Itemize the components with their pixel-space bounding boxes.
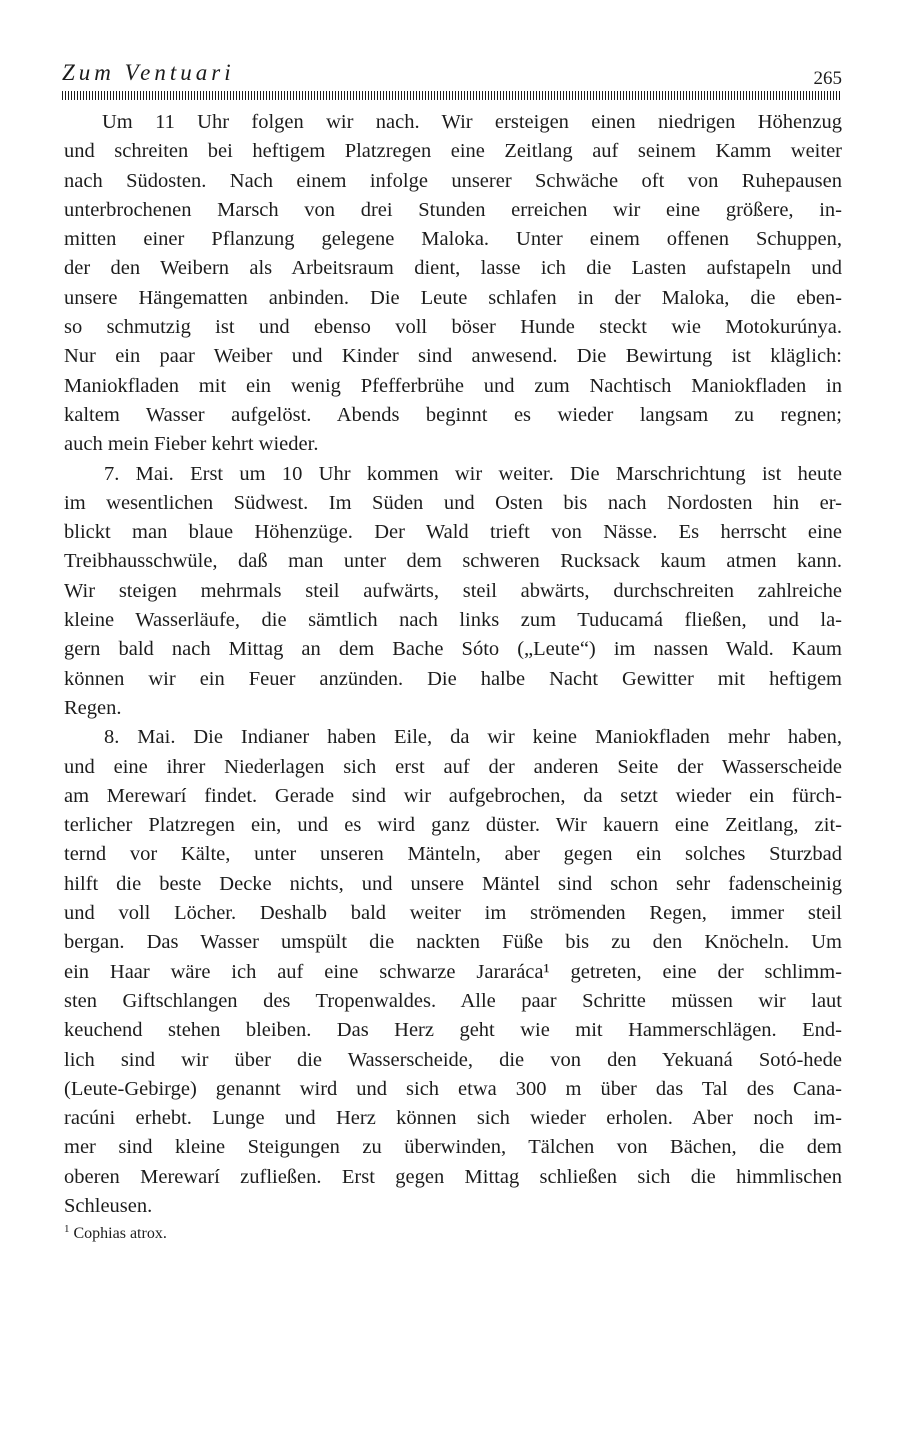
text-line: racúni erhebt. Lunge und Herz können sich wieder erholen. Aber noch im- <box>64 1107 842 1130</box>
text-line: lich sind wir über die Wasserscheide, die von den Yekuaná Sotó-hede <box>64 1048 842 1071</box>
text-line: auch mein Fieber kehrt wieder. <box>64 433 319 456</box>
paragraph <box>64 460 842 724</box>
text-line: bergan. Das Wasser umspült die nackten Füße bis zu den Knöcheln. Um <box>64 931 842 954</box>
text-line: so schmutzig ist und ebenso voll böser Hunde steckt wie Motokurúnya. <box>64 316 842 339</box>
header-rule <box>62 91 842 100</box>
text-line: keuchend stehen bleiben. Das Herz geht wie mit Hammerschlägen. End- <box>64 1019 842 1042</box>
body-text <box>64 108 842 1221</box>
text-line: Nur ein paar Weiber und Kinder sind anwesend. Die Bewirtung ist kläglich: <box>64 345 842 368</box>
text-line: Um 11 Uhr folgen wir nach. Wir ersteigen einen niedrigen Höhenzug <box>102 111 842 133</box>
text-line: ternd vor Kälte, unter unseren Mänteln, aber gegen ein solches Sturzbad <box>64 843 842 866</box>
footnote <box>64 1225 167 1243</box>
paragraph <box>64 108 842 460</box>
text-line: blickt man blaue Höhenzüge. Der Wald trieft von Nässe. Es herrscht eine <box>64 521 842 544</box>
text-line: terlicher Platzregen ein, und es wird ganz düster. Wir kauern eine Zeitlang, zit- <box>64 814 842 837</box>
text-line: kleine Wasserläufe, die sämtlich nach links zum Tuducamá fließen, und la- <box>64 609 842 632</box>
text-line: im wesentlichen Südwest. Im Süden und Osten bis nach Nordosten hin er- <box>64 491 842 514</box>
paragraph <box>64 723 842 1221</box>
text-line: Wir steigen mehrmals steil aufwärts, steil abwärts, durchschreiten zahlreiche <box>64 579 842 602</box>
text-line: oberen Merewarí zufließen. Erst gegen Mittag schließen sich die himmlischen <box>64 1165 842 1188</box>
text-line: hilft die beste Decke nichts, und unsere Mäntel sind schon sehr fadenscheinig <box>64 872 842 895</box>
text-line: unterbrochenen Marsch von drei Stunden erreichen wir eine größere, in- <box>64 198 842 221</box>
text-line: kaltem Wasser aufgelöst. Abends beginnt es wieder langsam zu regnen; <box>64 403 842 426</box>
text-line: Schleusen. <box>64 1194 153 1217</box>
text-line: der den Weibern als Arbeitsraum dient, lasse ich die Lasten aufstapeln und <box>64 257 842 280</box>
text-line: am Merewarí findet. Gerade sind wir aufgebrochen, da setzt wieder ein fürch- <box>64 784 842 807</box>
text-line: 8. Mai. Die Indianer haben Eile, da wir keine Maniokfladen mehr haben, <box>104 726 842 749</box>
footnote-marker: 1 <box>64 1223 70 1235</box>
text-line: Treibhausschwüle, daß man unter dem schweren Rucksack kaum atmen kann. <box>64 550 842 573</box>
text-line: können wir ein Feuer anzünden. Die halbe Nacht Gewitter mit heftigem <box>64 667 842 690</box>
running-header <box>62 60 842 90</box>
text-line: gern bald nach Mittag an dem Bache Sóto („Leute“) im nassen Wald. Kaum <box>64 638 842 661</box>
text-line: sten Giftschlangen des Tropenwaldes. Alle paar Schritte müssen wir laut <box>64 989 842 1012</box>
text-line: nach Südosten. Nach einem infolge unserer Schwäche oft von Ruhepausen <box>64 169 842 192</box>
text-line: Maniokfladen mit ein wenig Pfefferbrühe und zum Nachtisch Maniokfladen in <box>64 374 842 397</box>
page-number: 265 <box>813 68 842 89</box>
text-line: und eine ihrer Niederlagen sich erst auf der anderen Seite der Wasserscheide <box>64 755 842 778</box>
text-line: Regen. <box>64 696 122 719</box>
text-line: ein Haar wäre ich auf eine schwarze Jararáca¹ getreten, eine der schlimm- <box>64 960 842 983</box>
running-title: Zum Ventuari <box>62 60 235 85</box>
text-line: unsere Hängematten anbinden. Die Leute schlafen in der Maloka, die eben- <box>64 286 842 309</box>
text-line: 7. Mai. Erst um 10 Uhr kommen wir weiter. Die Marschrichtung ist heute <box>104 462 842 485</box>
text-line: mer sind kleine Steigungen zu überwinden, Tälchen von Bächen, die dem <box>64 1136 842 1159</box>
text-line: (Leute-Gebirge) genannt wird und sich etwa 300 m über das Tal des Cana- <box>64 1077 842 1100</box>
footnote-text: Cophias atrox. <box>73 1225 167 1242</box>
text-line: mitten einer Pflanzung gelegene Maloka. Unter einem offenen Schuppen, <box>64 228 842 251</box>
text-line: und voll Löcher. Deshalb bald weiter im strömenden Regen, immer steil <box>64 902 842 925</box>
text-line: und schreiten bei heftigem Platzregen eine Zeitlang auf seinem Kamm weiter <box>64 140 842 163</box>
